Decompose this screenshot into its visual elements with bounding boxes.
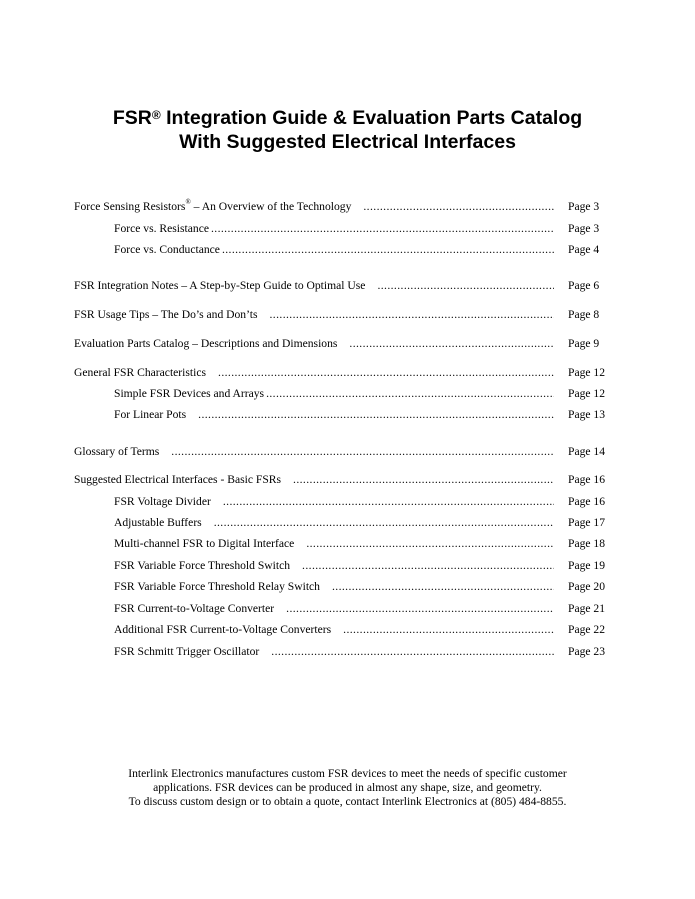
dot-leader xyxy=(218,366,554,379)
toc-entry-label: Adjustable Buffers xyxy=(114,516,202,529)
dot-leader xyxy=(271,645,554,658)
toc-entry[interactable] xyxy=(74,512,614,529)
dot-leader xyxy=(222,243,554,256)
title-rest: Integration Guide & Evaluation Parts Catalog xyxy=(160,107,583,129)
dot-leader xyxy=(223,495,554,508)
toc-page-number: Page 13 xyxy=(568,408,606,421)
toc-entry[interactable] xyxy=(74,598,614,615)
toc-entry[interactable] xyxy=(74,275,614,292)
toc-entry[interactable] xyxy=(74,383,614,400)
dot-leader xyxy=(198,408,554,421)
toc-page-number: Page 12 xyxy=(568,366,606,379)
dot-leader xyxy=(306,537,554,550)
toc-page-number: Page 12 xyxy=(568,387,606,400)
toc-page-number: Page 3 xyxy=(568,222,600,235)
toc-page-number: Page 16 xyxy=(568,473,606,486)
toc-entry[interactable] xyxy=(74,491,614,508)
title-fsr: FSR xyxy=(112,107,152,129)
document-title-line-2: With Suggested Electrical Interfaces xyxy=(179,131,516,153)
toc-page-number: Page 8 xyxy=(568,308,600,321)
toc-entry-label: FSR Usage Tips – The Do’s and Don’ts xyxy=(74,308,258,321)
toc-page-number: Page 6 xyxy=(568,279,600,292)
toc-page-number: Page 19 xyxy=(568,559,606,572)
dot-leader xyxy=(211,222,554,235)
toc-entry-label: Force vs. Conductance xyxy=(114,243,220,256)
toc-entry[interactable] xyxy=(74,469,614,486)
dot-leader xyxy=(286,602,554,615)
dot-leader xyxy=(293,473,554,486)
footer-line-2: applications. FSR devices can be produced in almost any shape, size, and geometry. xyxy=(153,781,542,794)
toc-entry[interactable] xyxy=(74,576,614,593)
dot-leader xyxy=(214,516,554,529)
toc-entry-label: Multi-channel FSR to Digital Interface xyxy=(114,537,295,550)
toc-entry-label: Force Sensing Resistors® – An Overview of the Technology xyxy=(74,198,352,213)
dot-leader xyxy=(332,580,554,593)
toc-entry[interactable] xyxy=(74,404,614,421)
toc-entry-label: Suggested Electrical Interfaces - Basic FSRs xyxy=(74,473,282,486)
toc-entry-label: FSR Voltage Divider xyxy=(114,495,211,508)
toc-entry-label: FSR Variable Force Threshold Switch xyxy=(114,559,291,572)
toc-page-number: Page 4 xyxy=(568,243,600,256)
toc-entry[interactable] xyxy=(74,641,614,658)
toc-page-number: Page 16 xyxy=(568,495,606,508)
toc-entry[interactable] xyxy=(74,196,614,213)
toc-entry-label: Evaluation Parts Catalog – Descriptions and Dimensions xyxy=(74,337,338,350)
toc-page-number: Page 21 xyxy=(568,602,606,615)
document-title-line-1 xyxy=(0,106,695,130)
toc-page-number: Page 20 xyxy=(568,580,606,593)
dot-leader xyxy=(349,337,554,350)
toc-entry-label: For Linear Pots xyxy=(114,408,187,421)
toc-page-number: Page 14 xyxy=(568,445,606,458)
dot-leader xyxy=(270,308,555,321)
toc-entry-label: FSR Schmitt Trigger Oscillator xyxy=(114,645,260,658)
toc-entry[interactable] xyxy=(74,218,614,235)
toc-page-number: Page 18 xyxy=(568,537,606,550)
toc-entry[interactable] xyxy=(74,304,614,321)
registered-mark: ® xyxy=(185,198,191,207)
toc-entry-label: Simple FSR Devices and Arrays xyxy=(114,387,265,400)
dot-leader xyxy=(171,445,554,458)
toc-entry[interactable] xyxy=(74,239,614,256)
toc-entry[interactable] xyxy=(74,533,614,550)
toc-entry[interactable] xyxy=(74,441,614,458)
toc-entry-label: FSR Current-to-Voltage Converter xyxy=(114,602,275,615)
toc-entry[interactable] xyxy=(74,362,614,379)
toc-entry-label: Glossary of Terms xyxy=(74,445,160,458)
dot-leader xyxy=(266,387,554,400)
toc-page-number: Page 9 xyxy=(568,337,600,350)
toc-entry-label: FSR Integration Notes – A Step-by-Step Guide to Optimal Use xyxy=(74,279,366,292)
dot-leader xyxy=(363,200,554,213)
toc-entry-label: Force vs. Resistance xyxy=(114,222,209,235)
toc-entry-label: FSR Variable Force Threshold Relay Switch xyxy=(114,580,320,593)
toc-page-number: Page 22 xyxy=(568,623,606,636)
toc-entry[interactable] xyxy=(74,619,614,636)
registered-mark: ® xyxy=(151,108,161,122)
footer-line-1: Interlink Electronics manufactures custom FSR devices to meet the needs of specific customer xyxy=(128,767,567,780)
dot-leader xyxy=(377,279,554,292)
footer-line-3: To discuss custom design or to obtain a quote, contact Interlink Electronics at (805) 484-8855. xyxy=(128,795,567,808)
toc-entry[interactable] xyxy=(74,555,614,572)
toc-entry[interactable] xyxy=(74,333,614,350)
toc-entry-label: General FSR Characteristics xyxy=(74,366,207,379)
dot-leader xyxy=(343,623,554,636)
toc-page-number: Page 17 xyxy=(568,516,606,529)
toc-page-number: Page 3 xyxy=(568,200,600,213)
toc-entry-label: Additional FSR Current-to-Voltage Converters xyxy=(114,623,332,636)
dot-leader xyxy=(302,559,554,572)
toc-page-number: Page 23 xyxy=(568,645,606,658)
